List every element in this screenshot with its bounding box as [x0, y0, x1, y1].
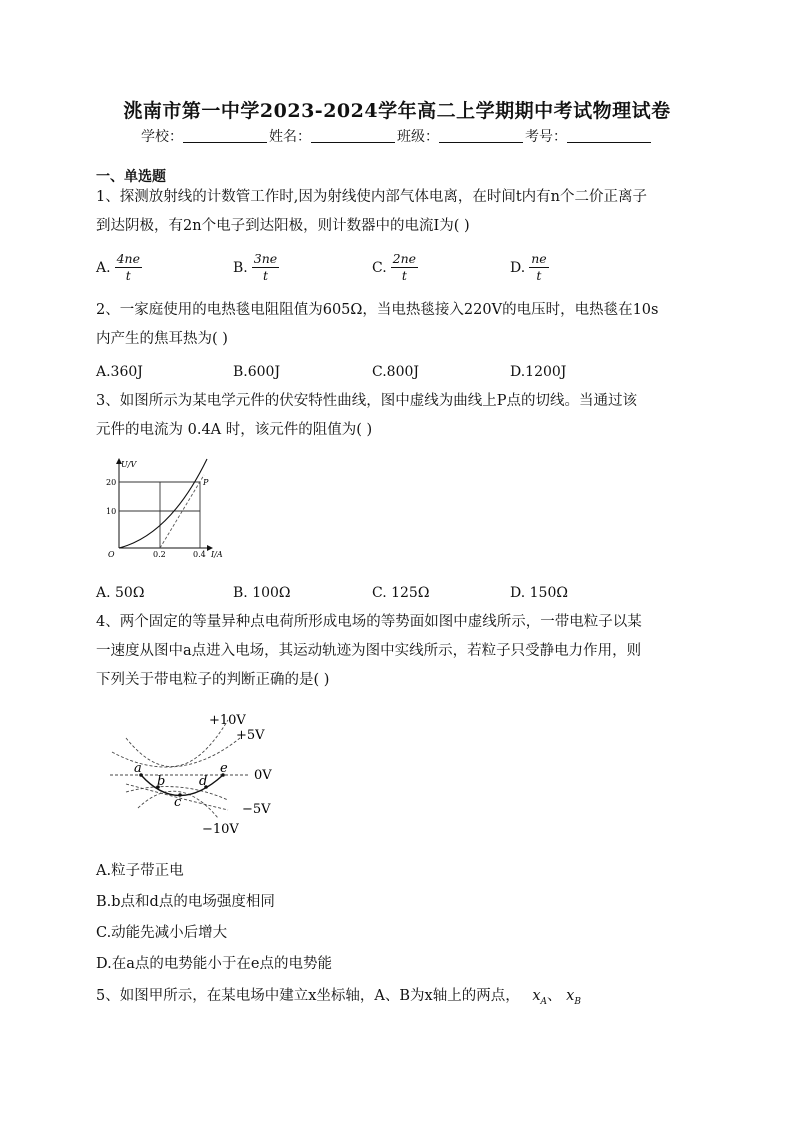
xb-symbol: $x_B$ — [566, 988, 581, 1007]
class-blank — [439, 128, 523, 143]
option-d: D. $\frac{ne}{t}$ — [510, 251, 547, 283]
y-tick-20: 20 — [106, 478, 117, 487]
equipotential-figure — [108, 708, 288, 840]
option-c: C. $\frac{2ne}{t}$ — [372, 251, 417, 283]
x-tick-0.4: 0.4 — [193, 550, 206, 559]
question-3-line-2: 元件的电流为 0.4A 时，该元件的阻值为( ) — [96, 422, 373, 438]
question-2-line-2: 内产生的焦耳热为( ) — [96, 331, 228, 347]
question-1-options — [96, 251, 698, 291]
tangent-line — [160, 475, 204, 548]
fraction: $\frac{2ne}{t}$ — [392, 251, 417, 283]
option-a: A.粒子带正电 — [96, 863, 184, 879]
question-1-line-2: 到达阴极，有2n个电子到达阳极，则计数器中的电流I为( ) — [96, 218, 470, 234]
iv-curve-graph — [100, 455, 235, 560]
question-3-stem — [96, 387, 698, 445]
iv-curve — [119, 459, 207, 548]
option-b: B. 100Ω — [233, 585, 291, 601]
option-a: A. $\frac{4ne}{t}$ — [96, 251, 140, 283]
label-e: e — [220, 761, 228, 776]
option-a: A.360J — [96, 364, 143, 380]
question-4-line-2: 一速度从图中a点进入电场，其运动轨迹为图中实线所示，若粒子只受静电力作用，则 — [96, 643, 642, 659]
x-tick-0.2: 0.2 — [153, 550, 166, 559]
option-c: C. 125Ω — [372, 585, 430, 601]
section-heading: 一、单选题 — [96, 169, 166, 185]
option-b: B. $\frac{3ne}{t}$ — [233, 251, 278, 283]
option-d: D.在a点的电势能小于在e点的电势能 — [96, 956, 332, 972]
name-label: 姓名： — [269, 129, 311, 145]
label-minus-10v: −10V — [202, 822, 239, 837]
option-a: A. 50Ω — [96, 585, 145, 601]
label-0v: 0V — [254, 768, 272, 783]
fraction: $\frac{3ne}{t}$ — [253, 251, 278, 283]
xa-symbol: $x_A$ — [532, 988, 548, 1007]
name-blank — [311, 128, 395, 143]
origin-label: O — [108, 550, 115, 559]
option-c: C.800J — [372, 364, 419, 380]
question-4-line-3: 下列关于带电粒子的判断正确的是( ) — [96, 672, 330, 688]
option-b: B.600J — [233, 364, 281, 380]
question-2-stem — [96, 296, 698, 354]
question-1-line-1: 1、探测放射线的计数管工作时,因为射线使内部气体电离，在时间t内有n个二价正离子 — [96, 189, 647, 205]
school-label: 学校： — [141, 129, 183, 145]
option-c: C.动能先减小后增大 — [96, 925, 228, 941]
point-p-label: P — [203, 478, 209, 487]
label-plus-5v: +5V — [236, 728, 265, 743]
label-b: b — [157, 774, 166, 789]
question-2-line-1: 2、一家庭使用的电热毯电阻阻值为605Ω，当电热毯接入220V的电压时，电热毯在10s — [96, 302, 659, 318]
label-minus-5v: −5V — [242, 802, 271, 817]
exam-title: 洮南市第一中学2023-2024学年高二上学期期中考试物理试卷 — [123, 100, 671, 122]
y-axis-label: U/V — [121, 460, 137, 469]
exam-number-label: 考号： — [525, 129, 567, 145]
question-5-line-1: 5、如图甲所示，在某电场中建立x坐标轴，A、B为x轴上的两点， — [96, 988, 520, 1004]
option-d: D.1200J — [510, 364, 567, 380]
student-info-line — [0, 126, 794, 146]
class-label: 班级： — [397, 129, 439, 145]
label-d: d — [199, 774, 208, 789]
question-5-stem: 5、如图甲所示，在某电场中建立x坐标轴，A、B为x轴上的两点， $x_A$、 $x_B$ — [96, 988, 581, 1007]
label-c: c — [174, 795, 182, 810]
exam-number-blank — [567, 128, 651, 143]
label-a: a — [134, 761, 142, 776]
y-tick-10: 10 — [106, 507, 117, 516]
label-plus-10v: +10V — [209, 713, 246, 728]
fraction: $\frac{4ne}{t}$ — [116, 251, 140, 283]
x-axis-label: I/A — [211, 550, 223, 559]
question-1-stem — [96, 183, 698, 241]
question-4-stem — [96, 608, 698, 695]
question-3-line-1: 3、如图所示为某电学元件的伏安特性曲线，图中虚线为曲线上P点的切线。当通过该 — [96, 393, 637, 409]
option-b: B.b点和d点的电场强度相同 — [96, 894, 275, 910]
particle-trajectory — [141, 775, 223, 796]
fraction: $\frac{ne}{t}$ — [531, 251, 547, 283]
option-d: D. 150Ω — [510, 585, 568, 601]
school-blank — [183, 128, 267, 143]
question-4-line-1: 4、两个固定的等量异种点电荷所形成电场的等势面如图中虚线所示，一带电粒子以某 — [96, 614, 642, 630]
